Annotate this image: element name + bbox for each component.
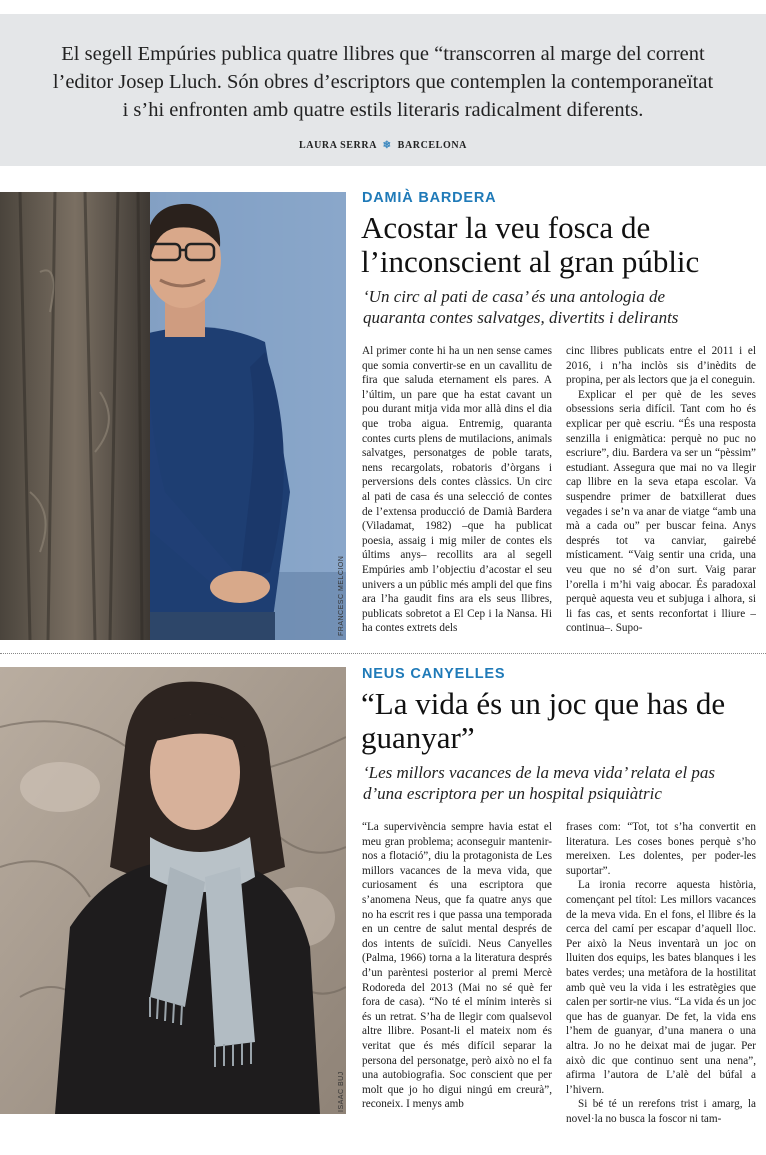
paragraph: Explicar el per què de les seves obsessions seria difícil. Tant com ho és explicar per què escriu. “És una resposta senzilla i enigmàtica: perquè no puc no escriure”, diu. Bardera va ser un “pèssim” estudiant. Assegura que mai no va llegir cap llibre en la seva etapa escolar. Va suspendre primer de batxillerat dues vegades i se’n va anar de viatge “amb una mà a cada ou” per buscar feina. Anys després tot va canviar, gairebé místicament. “Vaig sentir una crida, una veu que no sé d’on surt. Vaig parar l’orella i m’hi vaig abocar. És paradoxal perquè aquesta veu et subjuga i alhora, si li fas cas, et sents reconfortat i lliure –continua–. Supo-: [566, 388, 756, 635]
paragraph: “La supervivència sempre havia estat el meu gran problema; aconseguir mantenir-nos a flotació”, diu la protagonista de Les millors vacances de la meva vida, que curiosament és una escriptora que s’anomena Neus, que fa quatre anys que no ha escrit res i que passa una temporada en un centre de salut mental després de dos intents de suïcidi. Neus Canyelles (Palma, 1966) torna a la literatura després d’un parèntesi posterior al premi Mercè Rodoreda del 2013 (Mai no sé què fer fora de casa). “No té el mínim interès si és un retrat. S’ha de llegir com qualsevol altre llibre. Posant-li el mateix nom és veritat que és més difícil separar la persona del personatge, però això no el fa una autobiografia. Soc conscient que per molt que jo ho digui ningú em creurà”, reconeix. I menys amb: [362, 821, 552, 1111]
paragraph: Si bé té un rerefons trist i amarg, la novel·la no busca la foscor ni tam-: [566, 1098, 756, 1125]
article-kicker: DAMIÀ BARDERA: [362, 190, 497, 206]
headline-line: guanyar”: [361, 720, 475, 755]
photo-neus-canyelles: [0, 667, 346, 1114]
article-body-column-2: [566, 820, 756, 1146]
byline-author: LAURA SERRA: [299, 140, 377, 151]
byline: [0, 140, 766, 151]
paragraph: frases com: “Tot, tot s’ha convertit en literatura. Les coses bones perquè s’ho mereixen. Les dolentes, per poder-les suportar”.: [566, 821, 756, 877]
dek-line: quaranta contes salvatges, divertits i delirants: [363, 308, 679, 327]
article-dek: [363, 286, 678, 328]
snowflake-icon: ❄: [382, 140, 392, 151]
intro-panel: [0, 14, 766, 166]
standfirst-line: l’editor Josep Lluch. Són obres d’escriptors que contemplen la contemporaneïtat: [52, 71, 714, 93]
standfirst-line: i s’hi enfronten amb quatre estils literaris radicalment diferents.: [122, 99, 644, 121]
headline-line: l’inconscient al gran públic: [361, 244, 700, 279]
photo-credit: FRANCESC MELCION: [338, 555, 345, 636]
paragraph: Al primer conte hi ha un nen sense cames que somia convertir-se en un cavallitu de fira que saluda eternament els pares. A l’últim, un pare que ha estat cavant un pou durant mitja vida mor allà dins el dia que troba aigua. Entremig, quaranta contes curts plens de mutilacions, animals salvatges, personatges de poble tarats, nens recargolats, robatoris d’òrgans i perversions dels contes clàssics. Un circ al pati de casa és una selecció de contes de l’extensa producció de Damià Bardera (Viladamat, 1982) –que ha publicat poesia, assaig i mig miler de contes els últims anys– recollits ara al segell Empúries amb l’objectiu d’acostar el seu univers a un públic més ampli del que fins ara l’ha gaudit fins ara els seus llibres, publicats sobretot a El Cep i la Nansa. Hi ha contes extrets dels: [362, 345, 552, 635]
photo-damia-bardera: [0, 192, 346, 640]
photo-credit: ISAAC BUJ: [338, 1071, 345, 1112]
standfirst: [0, 40, 766, 124]
portrait-illustration: [0, 667, 346, 1114]
article-dek: [363, 762, 715, 804]
article-body-column-1: [362, 344, 552, 643]
paragraph: cinc llibres publicats entre el 2011 i el 2016, i n’ha inclòs sis d’inèdits de propina, per als lectors que ja el coneguin.: [566, 345, 756, 387]
paragraph: La ironia recorre aquesta història, començant pel títol: Les millors vacances de la meva vida. En el fons, el llibre és la cerca del camí per escapar d’aquell lloc. Per això la Neus inventarà un joc on lluiten dos equips, les bates blanques i les bates verdes; una metàfora de la hostilitat amb què veu la vida i les estratègies que calen per sortir-ne vius. “La vida és un joc que has de guanyar. De fet, la vida ens l’hem de guanyar, d’una manera o una altra. Jo no he deixat mai de jugar. Per això dic que continuo sent una nena”, afirma l’autora de L’alè del búfal a l’hivern.: [566, 879, 756, 1096]
article-body-column-1: [362, 820, 552, 1116]
standfirst-line: El segell Empúries publica quatre llibres que “transcorren al marge del corrent: [61, 43, 705, 65]
article-kicker: NEUS CANYELLES: [362, 666, 506, 682]
dek-line: d’una escriptora per un hospital psiquiàtric: [363, 784, 662, 803]
article-headline: [361, 211, 699, 279]
article-headline: [361, 687, 725, 755]
headline-line: “La vida és un joc que has de: [361, 686, 726, 721]
dek-line: ‘Un circ al pati de casa’ és una antologia de: [363, 287, 666, 306]
headline-line: Acostar la veu fosca de: [361, 210, 651, 245]
portrait-illustration: [0, 192, 346, 640]
byline-location: BARCELONA: [397, 140, 467, 151]
article-body-column-2: [566, 344, 756, 643]
dek-line: ‘Les millors vacances de la meva vida’ relata el pas: [363, 763, 716, 782]
section-divider: [0, 653, 766, 654]
